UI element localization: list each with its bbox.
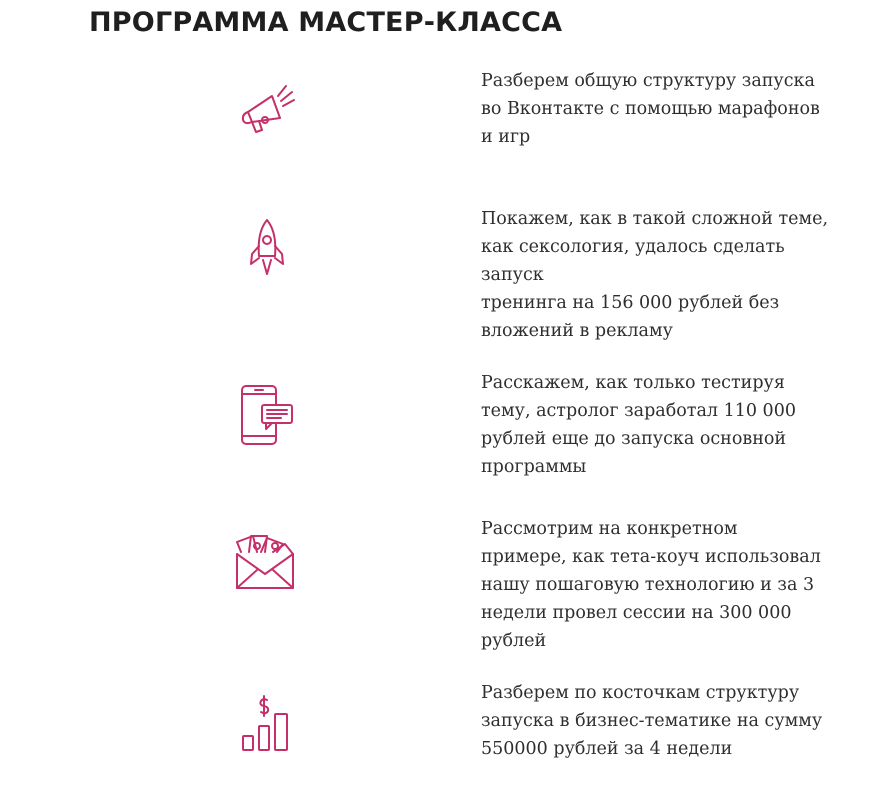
program-item-text: Разберем по косточкам структуру запуска в бизнес-тематике на сумму 550000 рублей за 4 недели	[481, 683, 823, 759]
phone-message-icon	[235, 383, 299, 447]
megaphone-icon	[234, 82, 298, 146]
rocket-icon	[235, 216, 299, 280]
page-title: ПРОГРАММА МАСТЕР-КЛАССА	[89, 7, 563, 38]
program-item-text: Разберем общую структуру запуска во Вконтакте с помощью марафонов и игр	[481, 71, 820, 147]
program-item-text: Покажем, как в такой сложной теме, как сексология, удалось сделать запуск тренинга на 156 000 рублей без вложений в рекламу	[481, 209, 829, 341]
money-envelope-icon	[233, 530, 297, 594]
growth-chart-icon	[237, 694, 301, 758]
program-item-text: Рассмотрим на конкретном примере, как тета-коуч использовал нашу пошаговую технологию и за 3 недели провел сессии на 300 000 рублей	[481, 519, 821, 651]
program-item-text: Расскажем, как только тестируя тему, астролог заработал 110 000 рублей еще до запуска основной программы	[481, 373, 796, 477]
